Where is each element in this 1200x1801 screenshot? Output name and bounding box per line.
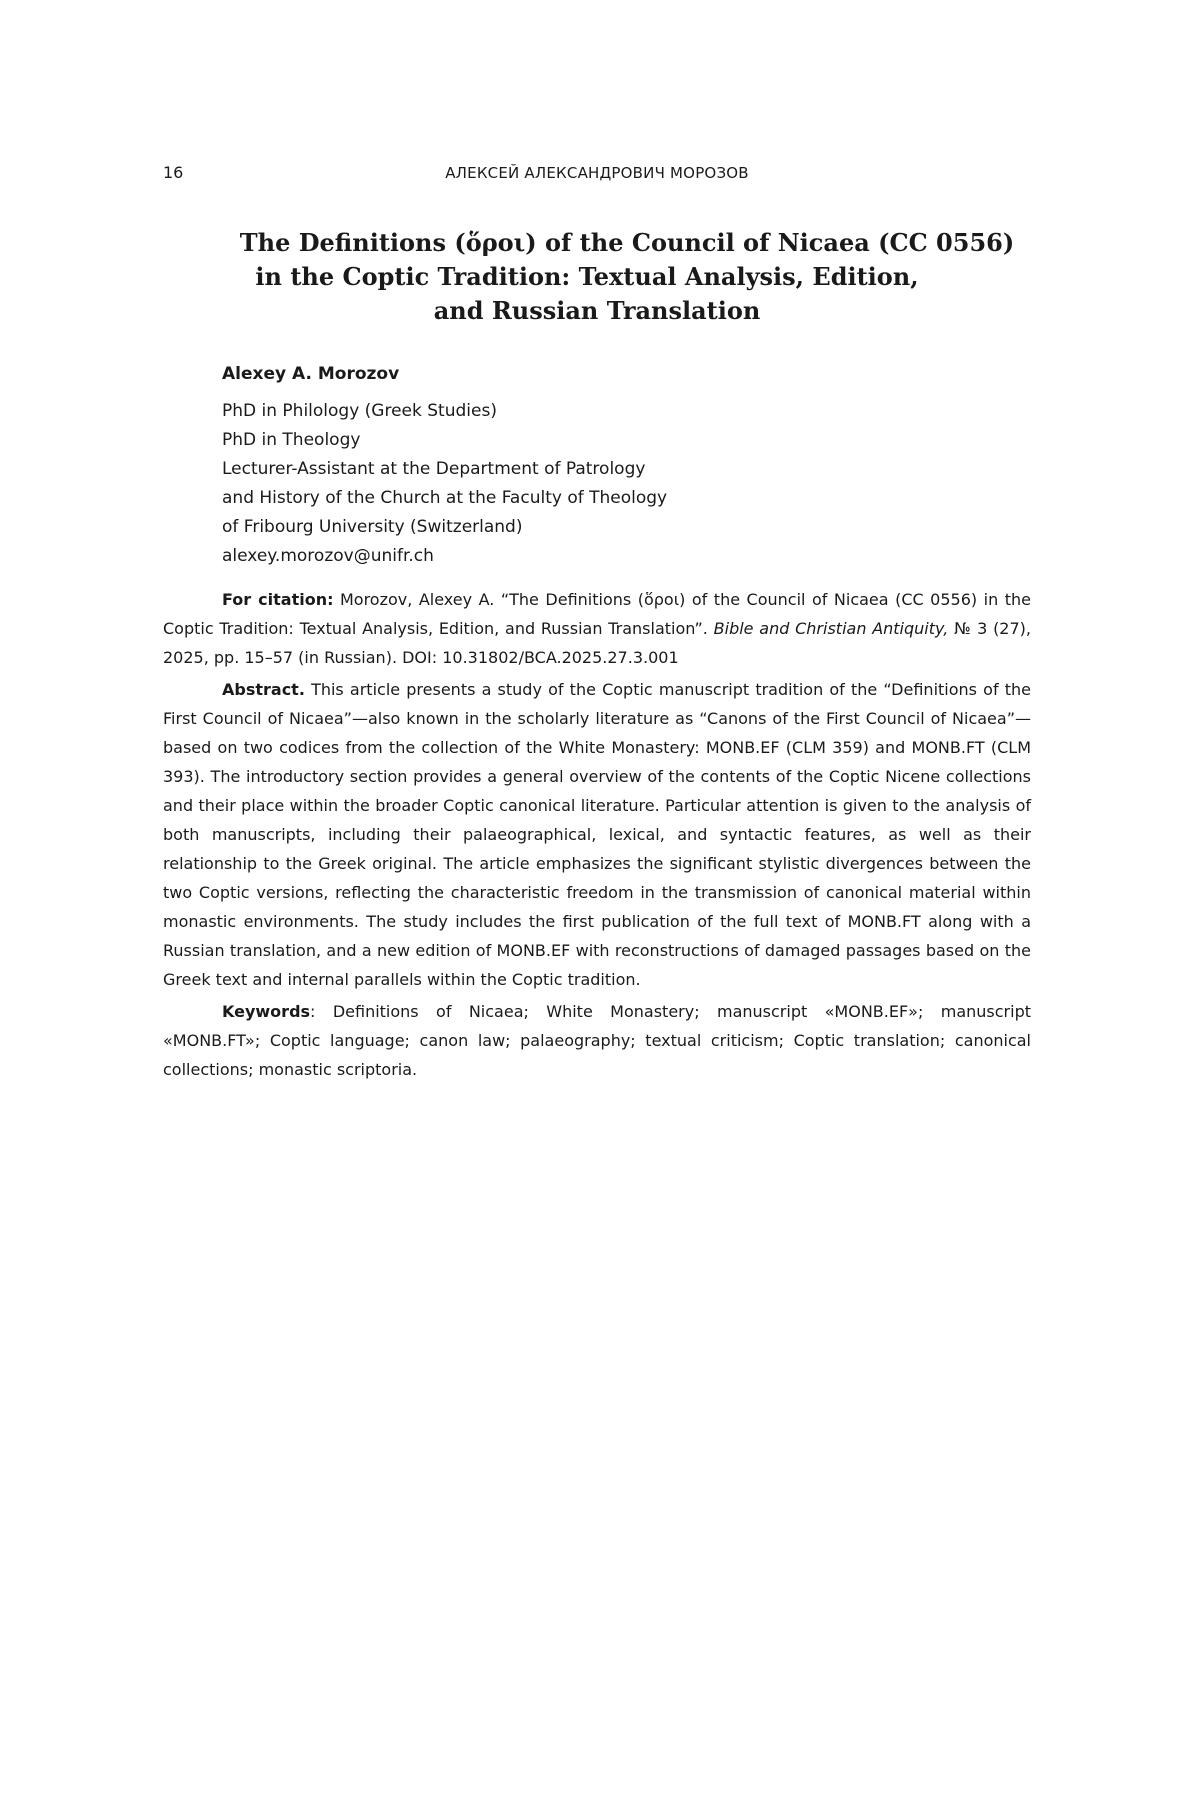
affiliation-line: Lecturer-Assistant at the Department of Patrology [222, 459, 646, 479]
article-title [163, 226, 1031, 328]
citation-details: № 3 (27), 2025, pp. 15–57 (in Russian). DOI: 10.31802/BCA.2025.27.3.001 [163, 619, 1031, 667]
abstract-paragraph [163, 675, 1031, 994]
abstract-text: This article presents a study of the Coptic manuscript tradition of the “Definitions of the First Council of Nicaea”—also known in the scholarly literature as “Canons of the First Council of Nicaea”—based on two codices from the collection of the White Monastery: MONB.EF (CLM 359) and MONB.FT (CLM 393). The introductory section provides a general overview of the contents of the Coptic Nicene collections and their place within the broader Coptic canonical literature. Particular attention is given to the analysis of both manuscripts, including their palaeographical, lexical, and syntactic features, as well as their relationship to the Greek original. The article emphasizes the significant stylistic divergences between the two Coptic versions, reflecting the characteristic freedom in the transmission of canonical material within monastic environments. The study includes the first publication of the full text of MONB.FT along with a Russian translation, and a new edition of MONB.EF with reconstructions of damaged passages based on the Greek text and internal parallels within the Coptic tradition. [163, 680, 1031, 989]
citation-text: Morozov, Alexey A. “The Definitions (ὅροι) of the Council of Nicaea (CC 0556) in the Coptic Tradition: Textual Analysis, Edition, and Russian Translation”. [163, 590, 1031, 638]
affiliation-line: PhD in Theology [222, 430, 361, 450]
title-line-2: in the Coptic Tradition: Textual Analysis, Edition, [255, 262, 919, 291]
citation-journal: Bible and Christian Antiquity, [713, 619, 949, 638]
page-number: 16 [163, 163, 184, 182]
title-line-3: and Russian Translation [433, 296, 761, 325]
keywords-paragraph [163, 997, 1031, 1084]
keywords-label: Keywords [222, 1002, 311, 1021]
running-head [163, 162, 1031, 186]
citation-label: For citation: [222, 590, 334, 609]
author-block [222, 360, 1002, 571]
affiliation-line: of Fribourg University (Switzerland) [222, 517, 523, 537]
affiliation-line: PhD in Philology (Greek Studies) [222, 401, 497, 421]
title-line-1: The Definitions (ὅροι) of the Council of Nicaea (CC 0556) [239, 228, 1015, 257]
author-name: Alexey A. Morozov [222, 364, 400, 384]
citation-paragraph [163, 585, 1031, 672]
running-title: АЛЕКСЕЙ АЛЕКСАНДРОВИЧ МОРОЗОВ [445, 164, 749, 182]
keywords-text: : Definitions of Nicaea; White Monastery; manuscript «MONB.EF»; manuscript «MONB.FT»; Coptic language; canon law; palaeography; textual criticism; Coptic translation; canonical collections; monastic scriptoria. [163, 1002, 1031, 1079]
affiliation-line: and History of the Church at the Faculty of Theology [222, 488, 668, 508]
abstract-label: Abstract. [222, 680, 305, 699]
author-email-link[interactable]: alexey.morozov@unifr.ch [222, 546, 434, 566]
article-front-matter [163, 585, 1031, 1087]
